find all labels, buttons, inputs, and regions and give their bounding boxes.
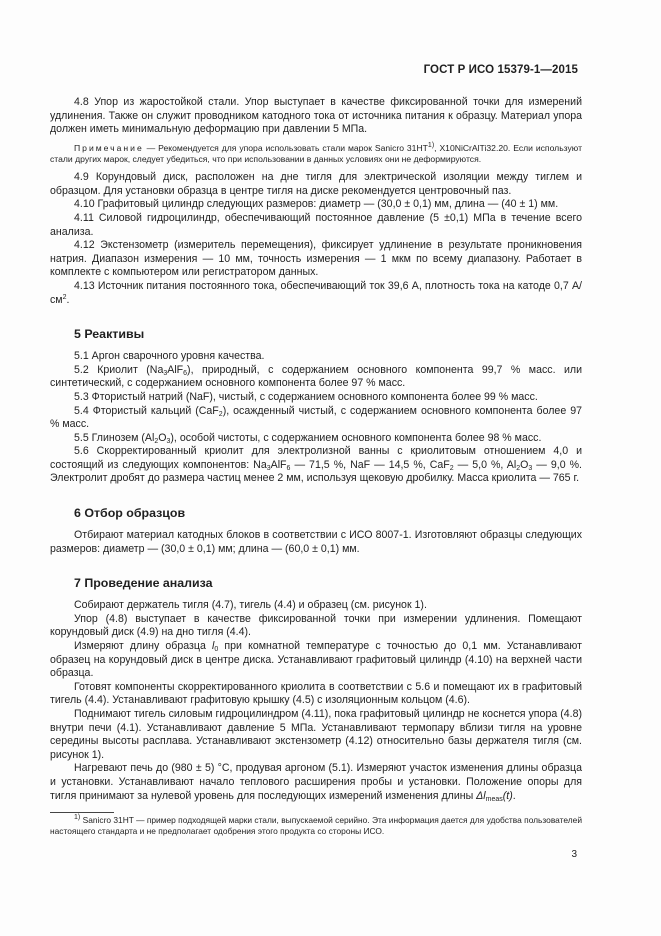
- clause-4-9: 4.9 Корундовый диск, расположен на дне тигля для электрической изоляции между тиглем и образцом. Для установки образца в центре тигля на диске рекомендуется центровочный паз.: [50, 171, 582, 197]
- footnote-text: Sanicro 31HT — пример подходящей марки стали, выпускаемой серийно. Эта информация дается для удобства пользователей настоящего стандарта и не предполагает одобрения этого продукта со стороны ИСО.: [50, 815, 582, 837]
- section-6-paragraph: Отбирают материал катодных блоков в соответствии с ИСО 8007-1. Изготовляют образцы следующих размеров: диаметр — (30,0 ± 0,1) мм; длина — (60,0 ± 0,1) мм.: [50, 529, 582, 555]
- clause-5-4-sub: 2: [218, 410, 223, 418]
- clause-4-13-sup: 2: [62, 293, 67, 301]
- clause-5-6-sub2: 6: [286, 464, 291, 472]
- clause-4-13-text: 4.13 Источник питания постоянного тока, обеспечивающий ток 39,6 А, плотность тока на катоде 0,7 А/см: [50, 279, 582, 306]
- clause-5-2-sub1: 3: [163, 369, 168, 377]
- section-7-p6-var: Δl: [476, 789, 486, 802]
- section-7-paragraph-5: Поднимают тигель силовым гидроцилиндром (4.11), пока графитовый цилиндр не коснется упора (4.8) внутри печи (4.1). Устанавливают давление 5 МПа. Устанавливают термопару вблизи тигля на уровне середины высоты расплава. Устанавливают экстензометр (4.12) относительно базы держателя тигля (см. рисунок 1).: [50, 708, 582, 761]
- clause-5-5-a: 5.5 Глинозем (Al: [74, 431, 155, 444]
- section-7-paragraph-4: Готовят компоненты скорректированного криолита в соответствии с 5.6 и помещают их в графитовый тигель (4.4). Устанавливают графитовую крышку (4.5) с изоляционным кольцом (4.6).: [50, 680, 582, 707]
- clause-5-6-c: — 71,5 %, NaF — 14,5 %, CaF: [290, 458, 450, 471]
- section-5-title: 5 Реактивы: [74, 327, 145, 342]
- clause-5-6-sub4: 2: [516, 464, 521, 472]
- footnote-rule: [50, 812, 114, 813]
- clause-5-6-sub1: 3: [266, 464, 271, 472]
- footnote-mark: 1): [74, 814, 81, 822]
- clause-5-6: [50, 445, 582, 486]
- section-7-paragraph-6: [50, 762, 582, 803]
- clause-4-13-end: .: [66, 293, 70, 306]
- clause-5-5-sub2: 3: [166, 437, 171, 445]
- section-7-paragraph-2: Упор (4.8) выступает в качестве фиксированной точки при измерении удлинения. Помещают корундовый диск (4.9) на дно тигля (4.4).: [50, 612, 582, 639]
- clause-5-5: [50, 432, 582, 446]
- clause-5-5-c: ), особой чистоты, с содержанием основного компонента более 98 % масс.: [170, 431, 542, 444]
- clause-5-2-a: 5.2 Криолит (Na: [74, 363, 164, 376]
- clause-5-4-b: ), осажденный чистый, с содержанием основного компонента более 97 % масс.: [50, 404, 582, 431]
- clause-5-6-b: AlF: [270, 458, 287, 471]
- clause-4-11: 4.11 Силовой гидроцилиндр, обеспечивающий постоянное давление (5 ±0,1) МПа в течение всего анализа.: [50, 211, 582, 238]
- clause-5-2: [50, 364, 582, 391]
- section-7-p6-a: Нагревают печь до (980 ± 5) °С, продувая аргоном (5.1). Измеряют участок изменения длины образца и установки. Устанавливают начало теплового расширения пробы и установки. Положение опоры для тигля принимают за нулевой уровень для последующих измерений изменения длины: [50, 762, 582, 802]
- section-7-p6-d: .: [512, 789, 516, 802]
- page-number: 3: [571, 849, 577, 860]
- section-7-paragraph-3: [50, 640, 582, 681]
- clause-5-6-a: 5.6 Скорректированный криолит для электролизной ванны с криолитовым отношением 4,0 и состоящий из следующих компонентов: Na: [50, 445, 582, 471]
- clause-5-3: 5.3 Фтористый натрий (NaF), чистый, с содержанием основного компонента более 99 % масс.: [74, 390, 538, 403]
- clause-5-6-f: — 9,0 %. Электролит дробят до размера частиц менее 2 мм, используя щековую дробилку. Масса криолита — 765 г.: [50, 458, 583, 485]
- page-content: [50, 96, 582, 837]
- clause-5-1: 5.1 Аргон сварочного уровня качества.: [74, 350, 265, 363]
- clause-5-5-b: O: [158, 431, 167, 444]
- section-6-title: 6 Отбор образцов: [74, 506, 186, 521]
- clause-5-6-sub5: 3: [528, 464, 533, 472]
- note-4-8: [50, 143, 582, 165]
- section-7-p3-b: при комнатной температуре с точностью до 0,1 мм. Устанавливают образец на корундовый диск в центре диска. Устанавливают графитовый цилиндр (4.10) на верхней части образца.: [50, 640, 582, 680]
- section-7-p6-c: (t): [502, 789, 513, 802]
- section-7-p6-sub: meas: [485, 795, 503, 803]
- clause-5-4-a: 5.4 Фтористый кальций (CaF: [74, 404, 219, 417]
- clause-4-13: [50, 280, 582, 307]
- clause-4-8: 4.8 Упор из жаростойкой стали. Упор выступает в качестве фиксированной точки для измерений удлинения. Также он служит проводником катодного тока от источника питания к образцу. Материал упора должен иметь минимальную деформацию при давлении 5 МПа.: [50, 96, 582, 136]
- clause-5-4: [50, 405, 582, 432]
- section-7-paragraph-1: Собирают держатель тигля (4.7), тигель (4.4) и образец (см. рисунок 1).: [74, 599, 427, 612]
- note-footnote-ref: 1): [427, 141, 435, 149]
- section-7-title: 7 Проведение анализа: [74, 576, 213, 591]
- clause-5-6-d: — 5,0 %, Al: [453, 458, 517, 471]
- clause-5-2-b: AlF: [167, 363, 184, 376]
- clause-4-10: 4.10 Графитовый цилиндр следующих размеров: диаметр — (30,0 ± 0,1) мм, длина — (40 ± 1) мм.: [74, 198, 559, 211]
- clause-4-12: 4.12 Экстензометр (измеритель перемещения), фиксирует удлинение в результате проникновения натрия. Диапазон измерения — 10 мм, точность измерения — 1 мкм по всему диапазону. Работает в комплекте с компьютером или регистратором данных.: [50, 239, 582, 279]
- section-7-p3-a: Измеряют длину образца: [74, 640, 212, 653]
- clause-5-6-sub3: 2: [449, 464, 454, 472]
- clause-5-2-c: ), природный, с содержанием основного компонента 99,7 % масс. или синтетический, с содержанием основного компонента более 97 % масс.: [50, 363, 583, 390]
- clause-5-6-e: O: [520, 458, 529, 471]
- note-text-a: — Рекомендуется для упора использовать стали марок Sanicro 31HT: [143, 142, 428, 153]
- note-text-b: , X10NiCrAlTi32.20. Если используют стали других марок, следует убедиться, что при использовании в данных условиях они не деформируются.: [50, 142, 582, 164]
- section-7-p3-sub: 0: [214, 646, 219, 654]
- section-7-p3-var: l: [212, 640, 215, 653]
- note-label: Примечание: [74, 142, 144, 153]
- clause-5-5-sub1: 2: [154, 437, 159, 445]
- standard-header: ГОСТ Р ИСО 15379-1—2015: [423, 64, 578, 76]
- clause-5-2-sub2: 6: [183, 369, 188, 377]
- footnote: [50, 815, 582, 837]
